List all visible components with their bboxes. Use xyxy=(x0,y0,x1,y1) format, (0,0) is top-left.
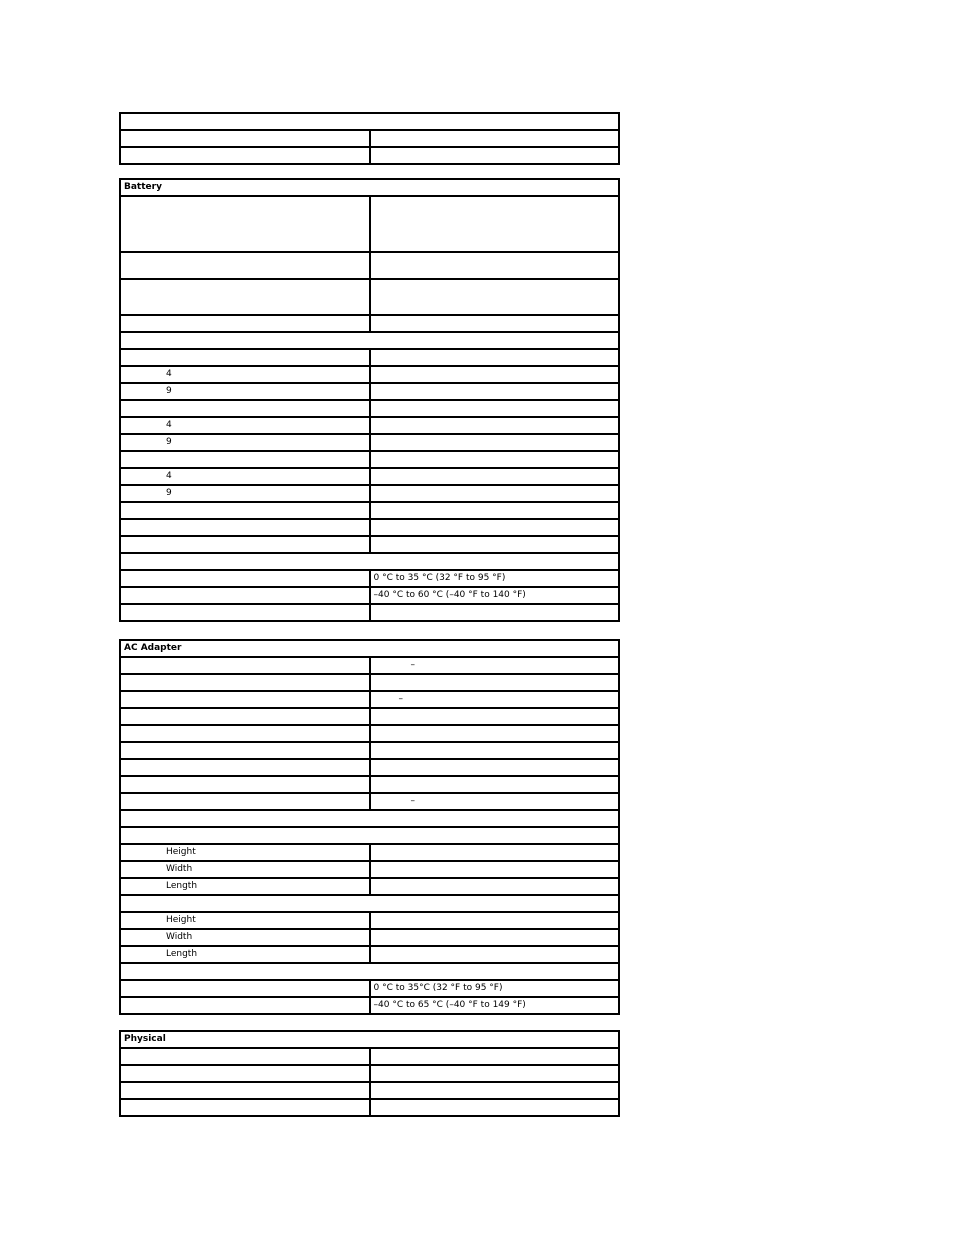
table-row: Width xyxy=(120,929,619,946)
table-row xyxy=(120,536,619,553)
table-row: 9 xyxy=(120,383,619,400)
table-row: Height xyxy=(120,844,619,861)
table-row xyxy=(120,451,619,468)
table-row xyxy=(120,252,619,279)
table-row xyxy=(120,895,619,912)
table-row xyxy=(120,674,619,691)
ac-adapter-table xyxy=(119,639,620,1015)
table-row xyxy=(120,1048,619,1065)
table-row xyxy=(120,147,619,164)
table-row: – xyxy=(120,793,619,810)
battery-storage-temp: –40 °C to 60 °C (–40 °F to 140 °F) xyxy=(370,587,620,604)
table-row: 9 xyxy=(120,485,619,502)
table-row xyxy=(120,1099,619,1116)
physical-table xyxy=(119,1030,620,1117)
table-row xyxy=(120,1065,619,1082)
table-row xyxy=(120,1082,619,1099)
table-row: Length xyxy=(120,878,619,895)
ac-adapter-header: AC Adapter xyxy=(120,640,619,657)
physical-header: Physical xyxy=(120,1031,619,1048)
table-row xyxy=(120,980,619,997)
table-row xyxy=(120,759,619,776)
table-row xyxy=(120,742,619,759)
spec-table-top xyxy=(119,112,620,165)
table-row xyxy=(120,130,619,147)
table-row: – xyxy=(120,657,619,674)
battery-header: Battery xyxy=(120,179,619,196)
table-row xyxy=(120,604,619,621)
table-row xyxy=(120,708,619,725)
table-row xyxy=(120,776,619,793)
table-row xyxy=(120,349,619,366)
ac-storage-temp: –40 °C to 65 °C (–40 °F to 149 °F) xyxy=(370,997,620,1014)
table-row xyxy=(120,587,619,604)
table-row: Width xyxy=(120,861,619,878)
table-row xyxy=(120,400,619,417)
table-row xyxy=(120,519,619,536)
battery-operating-temp: 0 °C to 35 °C (32 °F to 95 °F) xyxy=(370,570,620,587)
table-row: Height xyxy=(120,912,619,929)
table-row xyxy=(120,553,619,570)
table-row: 4 xyxy=(120,366,619,383)
table-row xyxy=(120,827,619,844)
table-row: Length xyxy=(120,946,619,963)
table-row xyxy=(120,315,619,332)
table-row xyxy=(120,725,619,742)
table-row xyxy=(120,997,619,1014)
table-row: 4 xyxy=(120,417,619,434)
battery-table xyxy=(119,178,620,622)
table-row xyxy=(120,279,619,315)
ac-operating-temp: 0 °C to 35°C (32 °F to 95 °F) xyxy=(370,980,620,997)
table-row: – xyxy=(120,691,619,708)
table-row xyxy=(120,570,619,587)
table-row xyxy=(120,810,619,827)
table-row xyxy=(120,332,619,349)
table-row xyxy=(120,196,619,252)
table-row xyxy=(120,502,619,519)
table-row: 4 xyxy=(120,468,619,485)
table-header xyxy=(120,113,619,130)
table-row xyxy=(120,963,619,980)
table-row: 9 xyxy=(120,434,619,451)
